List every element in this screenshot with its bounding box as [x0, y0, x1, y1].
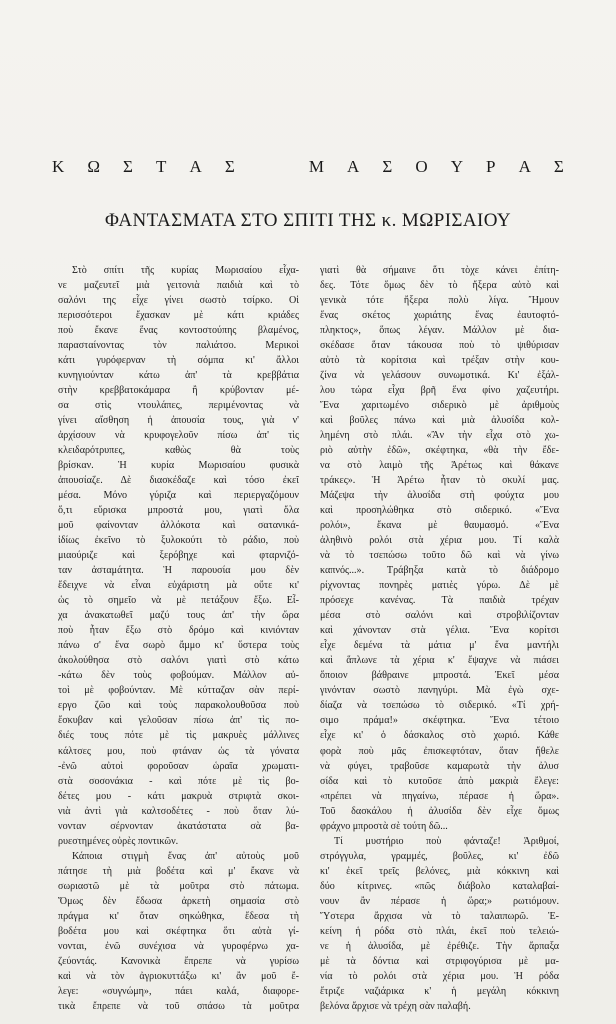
text-line: γίνει αἴσθηση ἡ ἀπουσία τους, γιὰ ν' [58, 415, 299, 427]
text-line: σωριαστῶ μὲ τὰ μοῦτρα στὸ πάτωμα. [58, 880, 299, 892]
author-letter: Α [518, 157, 531, 176]
text-line: ὅ,τι εὕρισκα μπροστά μου, γιατὶ ὅλα [58, 505, 299, 517]
text-line: ταν ἀσταμάτητα. Ἡ παρουσία μου δὲν [58, 565, 299, 577]
text-line: ἀληθινὸ ρολόι στὰ χέρια μου. Τί καλὰ [320, 535, 559, 547]
text-line: γιατὶ θὰ σήμαινε ὅτι τὸχε κάνει ἐπίτη- [320, 265, 559, 276]
text-line: ἔδειχνε νὰ εἶναι εὐχάριστη μὰ οὔτε κι' [58, 580, 299, 592]
text-line: ζίνα νὰ γελάσουν συνωμοτικά. Κι' ἐξάλ- [320, 370, 559, 382]
text-line: λου τώρα εἶχα βρῆ ἕνα φίνο χαζευτήρι. [320, 385, 559, 397]
author-letter: Σ [123, 157, 133, 176]
text-line: μέσα. Μόνο γύριζα καὶ περιεργαζόμουν [58, 490, 299, 502]
text-line: νονται, ἐνῶ συνέχισα νὰ γυροφέρνω χα- [58, 940, 299, 952]
text-line: στὴν κρεββατοκάμαρα ἢ κρύβονταν μέ- [58, 385, 299, 397]
text-line: κάλτσες μου, ποὺ φτάναν ὡς τὰ γόνατα [58, 745, 299, 757]
text-line: γενικὰ τότε ἤξερα πολὺ λίγα. Ἤμουν [320, 295, 559, 307]
text-line: δες. Τότε ὅμως δὲν τὸ ἤξερα αὐτὸ καὶ [320, 280, 559, 292]
text-line: -ἐνῶ αὐτοὶ φοροῦσαν ὡραῖα χρωματι- [58, 760, 299, 772]
text-line: εἶχε κι' ὁ δάσκαλος στὸ χωριό. Κάθε [320, 730, 559, 742]
text-line: βοδέτα μου καὶ σκέφτηκα ὅτι αὐτὰ γί- [58, 925, 299, 937]
text-line: ρυεστημένες οὐρὲς ποντικῶν. [58, 835, 179, 847]
right-column [320, 263, 559, 1014]
text-line: μοῦ φαίνονταν ἀλλόκοτα καὶ σατανικά- [58, 520, 299, 532]
text-line: μέσα στὸ σαλόνι καὶ στροβιλίζονταν [320, 610, 559, 622]
text-line: σίδα καὶ τὸ κυτοῦσε ἀπὸ μακριὰ ἔλεγε: [320, 775, 559, 787]
text-line: πάνω σ' ἕνα σωρὸ ἄμμο κι' ὕστερα τοὺς [58, 640, 299, 652]
text-line: σκέδασε ὅταν τάκουσα ποὺ τὸ ψιθύρισαν [320, 340, 559, 352]
text-line: φράχνο μπροστὰ σὲ τούτη δῶ... [320, 820, 448, 832]
text-line: Ὕστερα ἄρχισα νὰ τὸ ταλαιπωρῶ. Ἐ- [320, 910, 559, 922]
author-letter: Ω [87, 157, 100, 176]
text-line: τικὰ ἔπρεπε νὰ τοῦ σπάσω τὰ μοῦτρα [58, 1000, 299, 1012]
text-line: να στὸ λαιμὸ τῆς Ἀρέτως καὶ θάκανε [320, 460, 559, 472]
text-line: καὶ νὰ τὸν ἀγριοκυττάξω κι' ἂν μοῦ ἔ- [58, 970, 299, 982]
text-line: λεγε: «συγνώμη», πάει καλά, διαφορε- [58, 985, 299, 997]
author-letter: Ο [415, 157, 428, 176]
text-line: ἀπουσίαζε. Δὲ διασκέδαζε καὶ τόσο ἐκεῖ [58, 475, 299, 487]
text-line: ἀρχίσουν νὰ κρυφογελοῦν πίσω ἀπ' τὶς [58, 430, 299, 442]
text-line: ἰδίως ἐκεῖνο τὸ ξυλοκούτι τὸ ράδιο, ποὺ [58, 535, 299, 547]
author-letter: Υ [450, 157, 463, 176]
text-line: νονταν σέρνονταν ἀκατάστατα σὰ βα- [58, 820, 299, 832]
text-line: Κάποια στιγμὴ ἕνας ἀπ' αὐτοὺς μοῦ [72, 850, 299, 862]
text-line: λημένη στὸ πλάι. «Ἂν τὴν εἶχα στὸ χω- [320, 430, 559, 442]
text-line: κείνη ἡ ρόδα στὸ πλάι, ἐκεῖ ποὺ τελειώ- [320, 925, 559, 937]
text-line: Ὅμως δὲν ἔδωσα ἀρκετὴ σημασία στὸ [58, 895, 299, 907]
text-line: ρολόι», ἔκανα μὲ θαυμασμό. «Ἕνα [320, 520, 559, 532]
text-line: νὰ φύγει, τραβοῦσε καμαρωτὰ τὴν ἀλυσ [320, 760, 559, 772]
text-line: μὲ τὰ δόντια καὶ στριφογύρισα μὲ μα- [320, 955, 559, 967]
author-letter: Κ [52, 157, 65, 176]
text-line: Μάζεψα τὴν ἀλυσίδα στὴ φούχτα μου [320, 490, 559, 502]
text-line: μιαούριζε καὶ ξερόβηχε καὶ φταρνιζό- [58, 550, 299, 562]
text-line: κάτι γυρόφερναν τὴ σόμπα κι' ἄλλοι [58, 355, 299, 367]
text-line: παρασταίνοντας τὸν παλιάτσο. Μερικοὶ [58, 340, 299, 352]
text-line: γινόνταν σωστὸ πανηγύρι. Μὰ ἐγὼ σχε- [320, 685, 559, 697]
text-line: δέτες μου - κάτι μακρυὰ στριφτὰ σκοι- [58, 790, 299, 802]
author-letter: Ρ [486, 157, 496, 176]
author-letter: Τ [156, 157, 167, 176]
text-line: καὶ χάνονταν στὰ γέλια. Ἕνα κορίτσι [320, 625, 559, 637]
text-line: καπνός...». Τράβηξα κατὰ τὸ διάδρομο [320, 565, 559, 577]
text-line: πράγμα κι' ὅταν σηκώθηκα, ἔδεσα τὴ [58, 910, 299, 922]
text-line: σαλόνι της εἶχε γίνει σωστὸ τσίρκο. Οἱ [58, 295, 299, 307]
author-name [52, 157, 564, 177]
text-line: περισσότεροι ἔχασκαν μὲ κάτι κριάδες [58, 310, 299, 322]
text-line: πληκτος», ὅπως λέγαν. Μάλλον μὲ δια- [320, 325, 559, 337]
text-line: νουν ἂν πέρασε ἡ ὥρα;» ρωτιόμουν. [320, 895, 559, 907]
text-line: ποὺ ἔκανε ἕνας κοντοστούπης βλαμένος, [58, 325, 299, 337]
text-line: «πρέπει νὰ πηγαίνω, πέρασε ἡ ὥρα». [320, 790, 559, 802]
text-line: νιὰ ἀντὶ γιὰ καλτσοδέτες - ποὺ ὅταν λύ- [58, 805, 299, 817]
author-letter: Α [189, 157, 202, 176]
text-line: δύο κίτρινες. «πῶς διάβολο καταλαβαί- [320, 880, 559, 892]
text-line: τοὶ μὲ φοβούνταν. Μὲ κύτταζαν σὰν περί- [58, 685, 299, 697]
text-line: Τοῦ δασκάλου ἡ ἀλυσίδα δὲν εἶχε ὅμως [320, 805, 559, 817]
text-line: νε ἡ ἀλυσίδα, μὲ ἐρέθιζε. Τὴν ἄρπαξα [320, 940, 559, 952]
text-line: ρίχνοντας πονηρὲς ματιὲς γύρω. Δὲ μὲ [320, 580, 559, 592]
text-line: κυνηγιούνταν κάτω ἀπ' τὰ κρεββάτια [58, 370, 299, 382]
text-line: τράκες». Ἡ Ἀρέτω ἦταν τὸ σκυλί μας. [320, 475, 559, 487]
left-column [58, 263, 299, 1014]
text-line: Τί μυστήριο ποὺ φάνταζε! Ἀριθμοί, [334, 835, 559, 847]
text-line: εργο ζῶο καὶ τοὺς παρακολουθοῦσα ποὺ [58, 700, 299, 712]
text-line: κι' ἐκεῖ τρεῖς βελόνες, μιὰ κόκκινη καὶ [320, 865, 559, 877]
text-line: ὡς τὸ σημεῖο νὰ μὲ πετάξουν ἔξω. Εἶ- [58, 595, 299, 607]
text-line: εἶχε δεμένα τὰ μάτια μ' ἕνα μαντήλι [320, 640, 559, 652]
author-letter: Σ [382, 157, 393, 176]
text-line: ἕνας σκέτος χωριάτης ἕνας ἐαυτοφτό- [320, 310, 559, 322]
text-line: Ἕνα χαριτωμένο σιδερικὸ μὲ ἀριθμοὺς [320, 400, 559, 412]
text-line: νε μαζευτεῖ μιὰ γειτονιὰ παιδιὰ καὶ τὸ [58, 280, 299, 292]
text-line: ἔτριζε ναζιάρικα κ' ἡ μεγάλη κόκκινη [320, 985, 559, 997]
text-line: στρόγγυλα, γραμμές, βοῦλες, κι' ἐδῶ [320, 850, 559, 862]
text-line: ριὸ αὐτὴν ἐδῶ», σκέφτηκα, «θὰ τὴν ἔδε- [320, 445, 559, 457]
text-line: Στὸ σπίτι τῆς κυρίας Μωρισαίου εἶχα- [72, 265, 299, 276]
author-letter: Μ [308, 157, 324, 176]
text-line: καὶ ἅπλωνε τὰ χέρια κ' ἔψαχνε νὰ πιάσει [320, 655, 559, 667]
text-line: πάτησε τὴ μιὰ βοδέτα καὶ μ' ἔκανε νὰ [58, 865, 299, 877]
text-line: πρόσεχε κανένας. Τὰ παιδιὰ τρέχαν [320, 595, 559, 607]
author-letter: Σ [553, 157, 564, 176]
author-letter: Σ [224, 157, 235, 176]
text-line: νὰ τὸ τσεπώσω τοῦτο δῶ καὶ νὰ γίνω [320, 550, 559, 562]
text-line: κλειδαρότρυπες, καθὼς θὰ τοὺς [58, 445, 299, 457]
text-line: βελόνα ἄρχισε νὰ τρέχη σὰν παλαβή. [320, 1000, 471, 1012]
text-line: βρίσκαν. Ἡ κυρία Μωρισαίου φυσικὰ [58, 460, 299, 472]
text-line: φορὰ ποὺ μᾶς ἐπισκεφτόταν, ὅταν ἤθελε [320, 745, 559, 757]
author-word-gap [258, 157, 286, 177]
text-line: ἀκολούθησα στὸ σαλόνι γιατὶ στὸ κάτω [58, 655, 299, 667]
text-line: καὶ προσηλώθηκα στὸ σιδερικό. «Ἕνα [320, 505, 559, 517]
text-line: χα ἀνακατωθεῖ μαζύ τους ἀπ' τὴν ὥρα [58, 610, 299, 622]
text-line: νία τὸ ρολόι στὰ χέρια μου. Ἡ ρόδα [320, 970, 559, 982]
text-line: ζεύοντάς. Κανονικὰ ἔπρεπε νὰ γυρίσω [58, 955, 299, 967]
text-line: καὶ βοῦλες πάνω καὶ μιὰ ἀλυσίδα κολ- [320, 415, 559, 427]
text-line: -κάτω δὲν τοὺς φοβούμαν. Μάλλον αὐ- [58, 670, 299, 682]
text-line: ὅποιον βάθραινε μπροστά. Ἐκεῖ μέσα [320, 670, 559, 682]
text-line: σιμο πράμα!» σκέφτηκα. Ἕνα τέτοιο [320, 715, 559, 727]
author-letter: Α [347, 157, 360, 176]
text-line: ἔσκυβαν καὶ γελοῦσαν πίσω ἀπ' τὶς πο- [58, 715, 299, 727]
text-line: δίαζα νὰ τσεπώσω τὸ σιδερικό. «Τί χρή- [320, 700, 559, 712]
article-title: ΦΑΝΤΑΣΜΑΤΑ ΣΤΟ ΣΠΙΤΙ ΤΗΣ κ. ΜΩΡΙΣΑΙΟΥ [104, 210, 512, 231]
text-line: σα στὶς ντουλάπες, περιμένοντας νὰ [58, 400, 299, 412]
text-line: ποὺ ἦταν ἔξω στὸ δρόμο καὶ κινιόνταν [58, 625, 299, 637]
text-line: στὰ σοσονάκια - καὶ πότε μὲ τὶς βο- [58, 775, 299, 787]
text-line: αὐτὸ τὰ κορίτσια καὶ τρέξαν στὴν κου- [320, 355, 559, 367]
text-line: διές τους πότε μὲ τὶς μακρυὲς μάλλινες [58, 730, 299, 742]
